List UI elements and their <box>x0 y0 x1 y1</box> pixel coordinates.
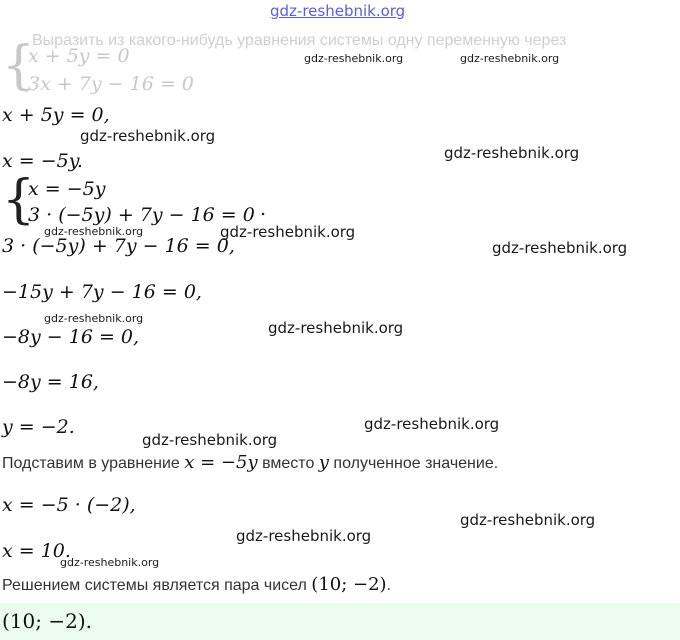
substitute-var: y <box>318 452 329 473</box>
answer-bar <box>0 603 680 640</box>
step-9: x = 10. <box>2 540 71 562</box>
header-faded-text: Выразить из какого-нибудь уравнения системы одну переменную через <box>32 32 567 49</box>
system-eq1: x = −5y <box>28 178 106 200</box>
solution-before: Решением системы является пара чисел <box>2 577 312 594</box>
substitute-after: полученное значение. <box>328 455 499 472</box>
watermark-5: gdz-reshebnik.org <box>444 144 580 162</box>
solution-pair: (10; −2) <box>311 574 387 595</box>
solution-after: . <box>386 577 392 594</box>
substitute-expr: x = −5y <box>184 452 258 473</box>
substitute-sentence <box>2 452 498 473</box>
watermark-8: gdz-reshebnik.org <box>492 239 628 257</box>
solution-sentence <box>2 574 391 595</box>
answer-value: (10; −2). <box>2 609 92 633</box>
watermark-11: gdz-reshebnik.org <box>364 415 500 433</box>
substitute-middle: вместо <box>257 455 319 472</box>
substitute-before: Подставим в уравнение <box>2 455 185 472</box>
system-eq2: 3 · (−5y) + 7y − 16 = 0 <box>28 204 255 226</box>
watermark-6: gdz-reshebnik.org <box>44 225 144 238</box>
watermark-3: gdz-reshebnik.org <box>460 52 560 65</box>
step-5: −8y − 16 = 0, <box>2 326 140 348</box>
step-4: −15y + 7y − 16 = 0, <box>2 281 202 303</box>
watermark-4: gdz-reshebnik.org <box>80 127 216 145</box>
watermark-9: gdz-reshebnik.org <box>44 312 144 325</box>
watermark-13: gdz-reshebnik.org <box>460 511 596 529</box>
watermark-2: gdz-reshebnik.org <box>304 52 404 65</box>
system-brace: { <box>2 170 36 230</box>
step-1: x + 5y = 0, <box>2 104 110 126</box>
watermark-10: gdz-reshebnik.org <box>268 319 404 337</box>
watermark-12: gdz-reshebnik.org <box>142 431 278 449</box>
watermark-14: gdz-reshebnik.org <box>236 527 372 545</box>
faded-system-eq2: 3x + 7y − 16 = 0 <box>28 73 194 95</box>
faded-system-brace: { <box>2 36 36 96</box>
step-8: x = −5 · (−2), <box>2 494 136 516</box>
system-dot: . <box>260 198 267 220</box>
step-7: y = −2. <box>2 416 75 438</box>
faded-system-eq1: x + 5y = 0 <box>28 45 130 67</box>
step-3: 3 · (−5y) + 7y − 16 = 0, <box>2 235 235 257</box>
watermark-15: gdz-reshebnik.org <box>60 556 160 569</box>
step-2: x = −5y. <box>2 150 83 172</box>
watermark-top: gdz-reshebnik.org <box>270 2 406 20</box>
watermark-7: gdz-reshebnik.org <box>220 223 356 241</box>
step-6: −8y = 16, <box>2 371 99 393</box>
